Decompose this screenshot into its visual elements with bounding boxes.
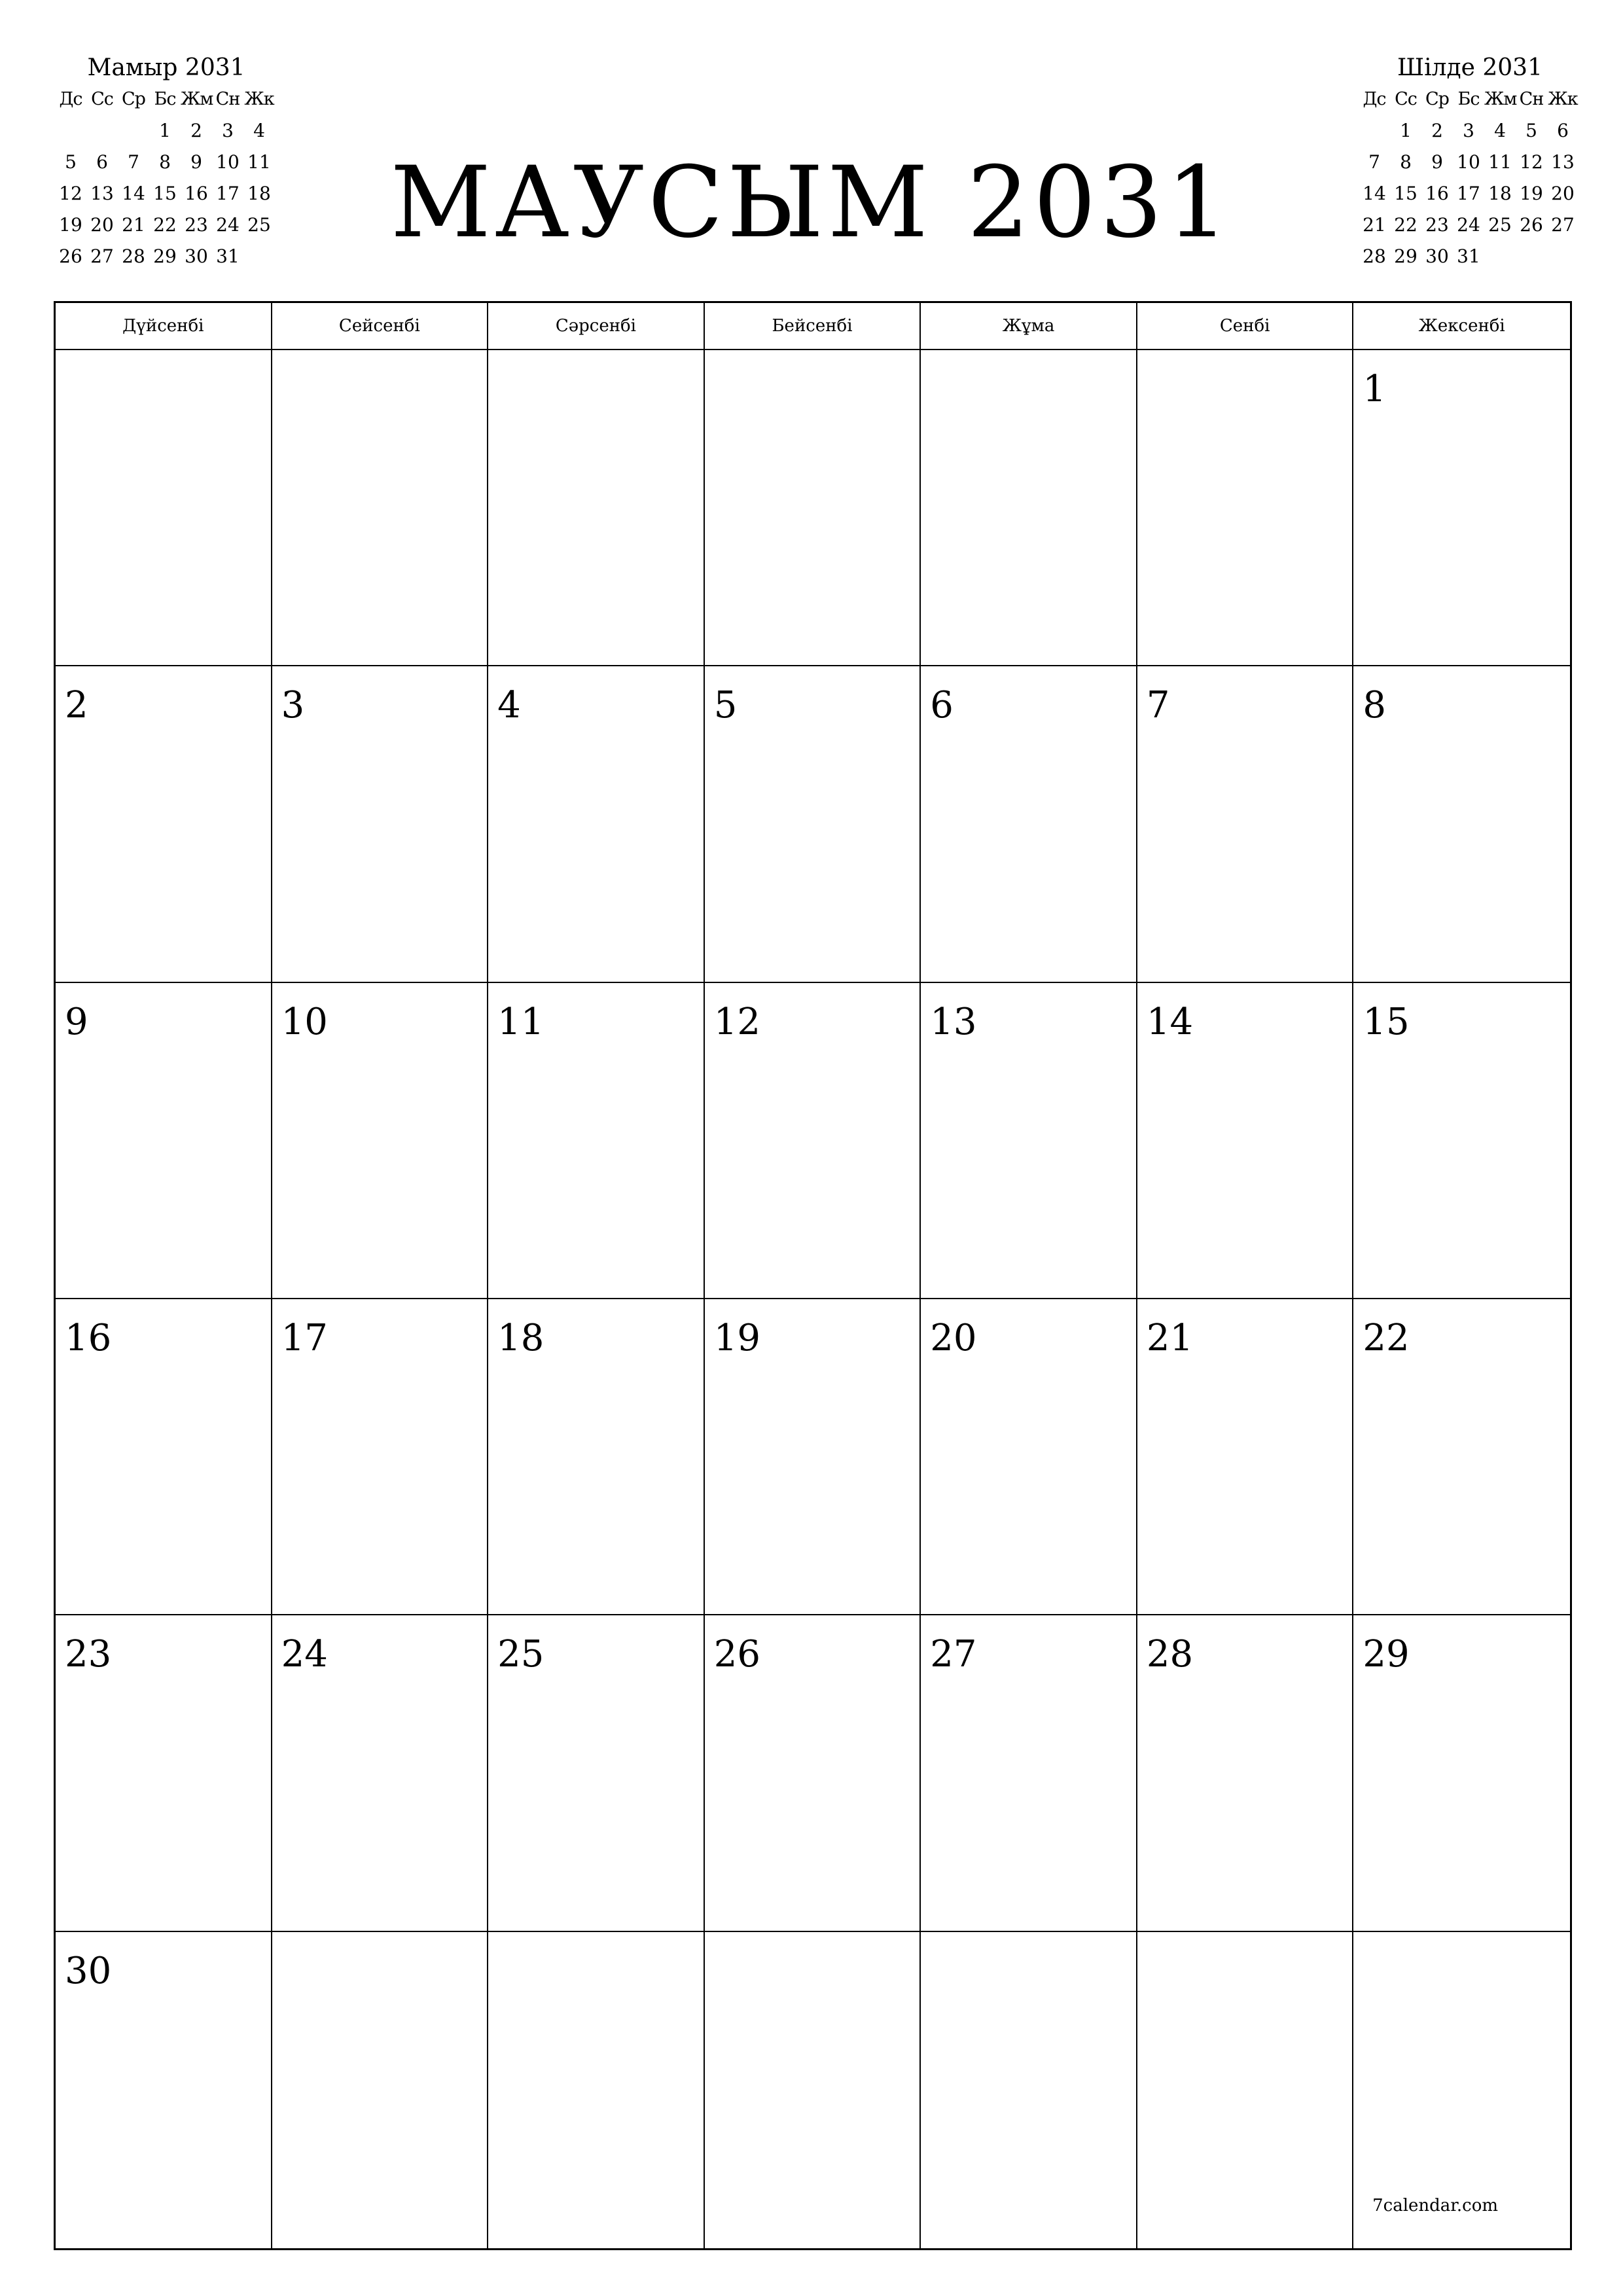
day-number: 29: [1363, 1633, 1410, 1676]
weekday-label: Сенбі: [1137, 303, 1354, 349]
mini-day: 20: [1551, 183, 1575, 204]
mini-day: 31: [1457, 245, 1480, 267]
day-cell: [1137, 983, 1354, 1299]
weekday-label: Бейсенбі: [705, 303, 921, 349]
day-number: 20: [930, 1317, 977, 1359]
day-number: 4: [497, 684, 521, 727]
mini-day: 14: [1363, 183, 1386, 204]
mini-day: 16: [1425, 183, 1449, 204]
day-cell: [705, 1932, 921, 2248]
mini-day: 22: [153, 214, 177, 236]
day-number: 25: [497, 1633, 544, 1676]
weekday-label: Сейсенбі: [272, 303, 489, 349]
day-cell: [1137, 350, 1354, 666]
day-cell: [56, 1932, 272, 2248]
mini-calendar-prev: [55, 52, 277, 272]
mini-day: 31: [216, 245, 240, 267]
mini-day: [55, 115, 86, 147]
mini-day: [1359, 115, 1390, 147]
day-cell: [272, 1932, 489, 2248]
mini-day: 1: [159, 120, 171, 141]
mini-day: 24: [216, 214, 240, 236]
day-cell: [1353, 666, 1570, 982]
day-number: 9: [65, 1000, 88, 1043]
day-cell: [1137, 1299, 1354, 1615]
mini-weekday-label: Ср: [122, 89, 145, 109]
day-cell: [921, 1299, 1137, 1615]
day-cell: [705, 1299, 921, 1615]
mini-day: 19: [1520, 183, 1543, 204]
mini-weekday-label: Жм: [181, 89, 213, 109]
mini-weekday-label: Жм: [1484, 89, 1517, 109]
mini-day: 6: [1557, 120, 1569, 141]
mini-day: 15: [1394, 183, 1418, 204]
mini-day: 2: [1431, 120, 1443, 141]
mini-day: 5: [1525, 120, 1537, 141]
day-number: 7: [1146, 684, 1170, 727]
day-cell: [56, 983, 272, 1299]
day-cell: [1137, 1615, 1354, 1931]
day-cell: [56, 666, 272, 982]
mini-day: [118, 115, 149, 147]
day-number: 3: [281, 684, 305, 727]
day-number: 12: [713, 1000, 760, 1043]
mini-calendar-prev-grid: [55, 84, 277, 272]
day-number: 11: [497, 1000, 544, 1043]
day-cell: [1137, 1932, 1354, 2248]
mini-day: 25: [247, 214, 271, 236]
mini-day: 16: [185, 183, 208, 204]
day-cell: [272, 666, 489, 982]
day-cell: [488, 1932, 705, 2248]
day-cell: [1353, 1299, 1570, 1615]
mini-day: 30: [1425, 245, 1449, 267]
day-cell: [705, 1615, 921, 1931]
mini-day: 17: [1457, 183, 1480, 204]
mini-day: 2: [190, 120, 202, 141]
mini-weekday-label: Бс: [1457, 89, 1480, 109]
day-cell: [921, 1932, 1137, 2248]
mini-calendar-prev-title: Мамыр 2031: [87, 54, 245, 81]
day-cell: [1353, 983, 1570, 1299]
mini-day: 22: [1394, 214, 1418, 236]
day-cells: [56, 350, 1570, 2248]
mini-calendar-next-grid: [1359, 84, 1581, 272]
day-number: 15: [1363, 1000, 1410, 1043]
day-cell: [1137, 666, 1354, 982]
mini-day: 19: [59, 214, 82, 236]
mini-day: 4: [1494, 120, 1506, 141]
mini-day: 10: [1457, 151, 1480, 173]
day-cell: [272, 350, 489, 666]
mini-day: 7: [128, 151, 139, 173]
mini-day: 29: [1394, 245, 1418, 267]
day-cell: [56, 350, 272, 666]
day-number: 26: [713, 1633, 760, 1676]
day-number: 19: [713, 1317, 760, 1359]
mini-weekday-label: Ср: [1425, 89, 1449, 109]
weekday-header: [56, 303, 1570, 350]
month-grid: [54, 301, 1572, 2250]
day-number: 28: [1146, 1633, 1194, 1676]
day-number: 10: [281, 1000, 328, 1043]
mini-day: 30: [185, 245, 208, 267]
day-number: 27: [930, 1633, 977, 1676]
mini-day: 12: [1520, 151, 1543, 173]
mini-day: 18: [1488, 183, 1512, 204]
mini-day: 11: [247, 151, 271, 173]
mini-day: 8: [159, 151, 171, 173]
mini-weekday-label: Дс: [59, 89, 82, 109]
mini-day: 6: [96, 151, 108, 173]
mini-weekday-label: Сс: [1395, 89, 1417, 109]
mini-day: 14: [122, 183, 145, 204]
day-number: 8: [1363, 684, 1387, 727]
footer-url: 7calendar.com: [1372, 2196, 1498, 2215]
mini-day: 28: [122, 245, 145, 267]
day-cell: [56, 1299, 272, 1615]
day-number: 14: [1146, 1000, 1194, 1043]
mini-day: 18: [247, 183, 271, 204]
day-number: 1: [1363, 368, 1387, 410]
day-cell: [272, 1615, 489, 1931]
mini-weekday-label: Сс: [91, 89, 113, 109]
mini-day: 20: [90, 214, 114, 236]
day-number: 6: [930, 684, 954, 727]
mini-day: 21: [122, 214, 145, 236]
day-cell: [56, 1615, 272, 1931]
mini-day: 26: [59, 245, 82, 267]
day-number: 16: [65, 1317, 112, 1359]
mini-weekday-label: Дс: [1363, 89, 1386, 109]
day-cell: [705, 350, 921, 666]
mini-day: 4: [253, 120, 265, 141]
mini-day: [86, 115, 118, 147]
mini-day: 9: [1431, 151, 1443, 173]
day-number: 17: [281, 1317, 328, 1359]
mini-day: 24: [1457, 214, 1480, 236]
mini-day: 29: [153, 245, 177, 267]
mini-day: 23: [185, 214, 208, 236]
day-number: 24: [281, 1633, 328, 1676]
day-number: 23: [65, 1633, 112, 1676]
day-number: 5: [713, 684, 738, 727]
day-number: 30: [65, 1949, 112, 1992]
weekday-label: Жексенбі: [1418, 316, 1505, 336]
weekday-label: Жұма: [921, 303, 1137, 349]
mini-weekday-label: Жк: [244, 89, 274, 109]
mini-day: 1: [1400, 120, 1412, 141]
mini-day: 21: [1363, 214, 1386, 236]
day-cell: [705, 666, 921, 982]
weekday-label: Сәрсенбі: [488, 303, 705, 349]
mini-day: 3: [222, 120, 234, 141]
mini-day: 5: [65, 151, 77, 173]
mini-day: 11: [1488, 151, 1512, 173]
mini-day: 15: [153, 183, 177, 204]
day-number: 2: [65, 684, 88, 727]
day-cell: [488, 1615, 705, 1931]
mini-day: 27: [1551, 214, 1575, 236]
mini-day: 13: [90, 183, 114, 204]
mini-day: 7: [1368, 151, 1380, 173]
mini-day: 27: [90, 245, 114, 267]
day-cell: [272, 983, 489, 1299]
day-cell: [705, 983, 921, 1299]
mini-calendar-next-title: Шілде 2031: [1397, 54, 1543, 81]
day-number: 18: [497, 1317, 544, 1359]
mini-day: 9: [190, 151, 202, 173]
day-cell: [921, 1615, 1137, 1931]
day-cell: [921, 666, 1137, 982]
mini-day: 8: [1400, 151, 1412, 173]
mini-weekday-label: Жк: [1548, 89, 1578, 109]
day-cell: [921, 350, 1137, 666]
mini-day: 17: [216, 183, 240, 204]
day-cell: [488, 350, 705, 666]
mini-day: 13: [1551, 151, 1575, 173]
weekday-label: Дүйсенбі: [56, 303, 272, 349]
mini-day: 10: [216, 151, 240, 173]
mini-calendar-next: [1359, 52, 1581, 272]
mini-day: 28: [1363, 245, 1386, 267]
day-cell: [488, 666, 705, 982]
day-cell: [488, 983, 705, 1299]
mini-weekday-label: Сн: [1519, 89, 1544, 109]
day-cell: [488, 1299, 705, 1615]
mini-day: 23: [1425, 214, 1449, 236]
mini-day: 26: [1520, 214, 1543, 236]
day-cell: [1353, 1615, 1570, 1931]
page-title: МАУСЫМ 2031: [390, 146, 1233, 260]
day-number: 22: [1363, 1317, 1410, 1359]
day-cell: [272, 1299, 489, 1615]
mini-weekday-label: Сн: [215, 89, 240, 109]
day-number: 21: [1146, 1317, 1194, 1359]
mini-day: 3: [1463, 120, 1474, 141]
day-cell: [1353, 350, 1570, 666]
mini-day: 25: [1488, 214, 1512, 236]
mini-weekday-label: Бс: [154, 89, 176, 109]
day-number: 13: [930, 1000, 977, 1043]
mini-day: 12: [59, 183, 82, 204]
day-cell: [921, 983, 1137, 1299]
